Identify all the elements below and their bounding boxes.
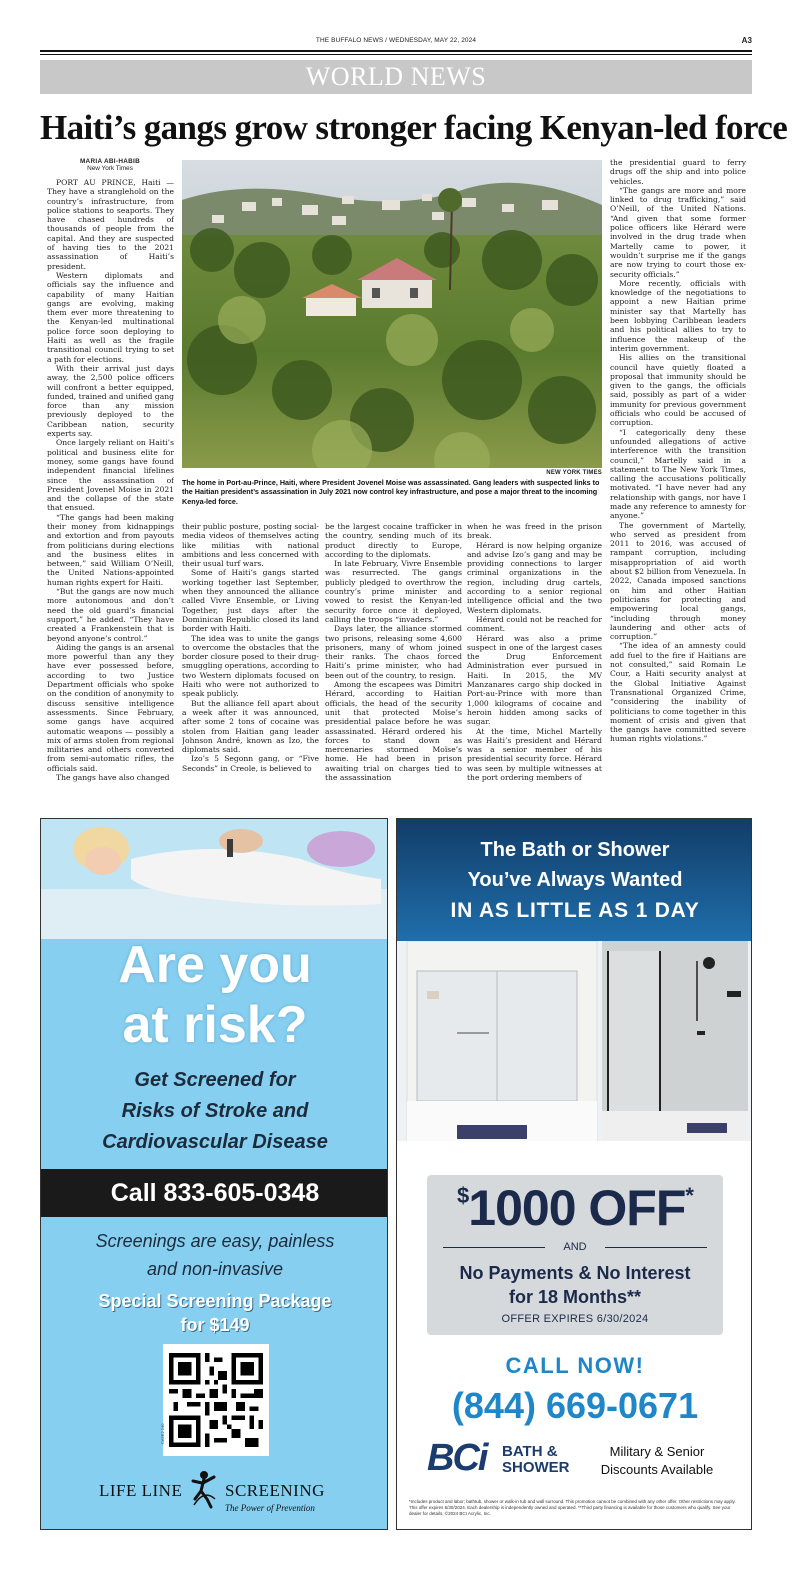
ad-sub-line: Get Screened for (134, 1069, 296, 1091)
logo-text-right: SCREENING (225, 1481, 325, 1500)
paragraph: His allies on the transitional council have quietly floated a proposal that immunity should be given to the gangs, the officials said, possibly as part of a wider immunity for previous government officials who could be accused of corruption. (610, 353, 746, 428)
bci-logo-line: SHOWER (502, 1459, 570, 1476)
paragraph: Hérard was also a prime suspect in one of the largest cases the Drug Enforcement Administration ever pursued in Haiti. In 2015, the MV Manzanares cargo ship docked in Port-au-Prince with more than 1,000 kilograms of cocaine and heroin hidden among sacks of sugar. (467, 633, 602, 727)
headline: Haiti’s gangs grow stronger facing Kenyan-led force (40, 108, 788, 147)
paragraph: Izo’s 5 Segonn gang, or “Five Seconds” in Creole, is believed to (182, 754, 319, 773)
offer-financing-line: No Payments & No Interest (459, 1263, 691, 1283)
offer-dollar-sign: $ (457, 1183, 469, 1208)
ad-sub-line: Risks of Stroke and (121, 1100, 309, 1122)
photo-hillside-image (182, 160, 602, 468)
masthead-rule (40, 50, 752, 52)
fine-print: *Includes product and labor; bathtub, shower or walk-in tub and wall surround. This promotion cannot be combined with any other offer. Other restrictions may apply. This offer expires 6/30/2024. Each dealership is independently owned and operated. **Third party financing is available for those customers who qualify. See your dealer for details. ©2024 BCI Acrylic, Inc. (409, 1499, 736, 1516)
lifeline-logo (41, 1467, 388, 1517)
page-number: A3 (741, 36, 752, 45)
paragraph: Hérard is now helping organize and advise Izo’s gang and may be providing connections to larger criminal organizations in the region, including drug cartels, according to a senior regional intelligence official and the two Western diplomats. (467, 540, 602, 615)
offer-amount-text: 1000 OFF (468, 1180, 686, 1236)
ad-subheadline (41, 1065, 388, 1158)
logo-text-left: LIFE LINE (99, 1481, 183, 1500)
ad-package (41, 1289, 388, 1337)
paragraph: Among the escapees was Dimitri Hérard, according to Haitian officials, the head of the security unit that protected Moïse’s presidential palace before he was assassinated. Hérard ordered his forces to stand down as mercenaries stormed Moïse’s home. He had been in prison awaiting trial on charges tied to the assassination (325, 680, 462, 783)
paragraph: The gangs have also changed (56, 773, 170, 782)
ad-bath-line-1: The Bath or Shower (480, 839, 670, 861)
offer-box (427, 1175, 723, 1335)
paragraph: Once largely reliant on Haiti’s political and business elite for money, some gangs have found independent financial lifelines since the assassination of President Jovenel Moise in 2021 and the collapse of the state that ensued. (47, 438, 174, 513)
paragraph: But the alliance fell apart about a week after it was announced, after some 2 tons of cocaine was stolen from Haitian gang leader Johnson André, known as Izo, the diplomats said. (182, 698, 319, 755)
article-column-2 (182, 522, 319, 810)
bci-logo-line: BATH & (502, 1443, 558, 1460)
military-discount (587, 1443, 727, 1479)
paragraph: In late February, Vivre Ensemble was resurrected. The gangs publicly pledged to overthrow the country’s prime minister and vowed to resist the Kenyan-led security force once it deployed, calling the troops “invaders.” (325, 559, 462, 624)
ad-easy-text (41, 1227, 388, 1283)
offer-financing-line: for 18 Months** (508, 1287, 641, 1307)
ad-package-price: for $149 (180, 1315, 250, 1335)
paragraph: The idea was to unite the gangs to overcome the obstacles that the border closure posed to their drug-smuggling operations, according to two Western diplomats focused on Haiti who were not authorized to speak publicly. (182, 633, 319, 699)
paragraph: “The idea of an amnesty could add fuel to the fire if Haitians are not consulted,” said Romain Le Cour, a Haiti security analyst at the Global Initiative Against Transnational Organized Crime, “considering the inability of politicians to come together in this moment of crisis and given that the gangs have committed severe human rights violations.” (610, 641, 746, 744)
ad-headline-line-1: Are you (118, 936, 312, 994)
masthead-paper-date: THE BUFFALO NEWS / WEDNESDAY, MAY 22, 2024 (315, 37, 477, 44)
military-line: Military & Senior (609, 1444, 705, 1459)
qr-code-id: CA5E2 240 (160, 1423, 165, 1444)
paragraph: Western diplomats and officials say the influence and capability of many Haitian gangs are evolving, making them ever more threatening to the Kenyan-led multinational police force soon deploying to Haiti as well as the fragile transitional council trying to set a path for elections. (47, 270, 174, 364)
qr-code-icon[interactable] (163, 1344, 269, 1456)
paragraph: Days later, the alliance stormed two prisons, releasing some 4,600 prisoners, many of whom joined their ranks. The chaos forced Haiti’s prime minister, who had been out of the country, to resign. (325, 624, 462, 680)
byline (47, 158, 173, 172)
article-column-4 (467, 522, 602, 810)
article-column-5 (610, 158, 746, 810)
article-column-1 (47, 178, 174, 810)
section-banner: WORLD NEWS (40, 60, 752, 94)
ad-bath-phone[interactable]: (844) 669-0671 (451, 1385, 699, 1426)
logo-tagline: The Power of Prevention (225, 1503, 315, 1513)
paragraph: More recently, officials with knowledge of the negotiations to appoint a new Haitian prime minister say that Martelly has been lobbying Caribbean leaders and his political allies to try to influence the makeup of the interim government. (610, 278, 746, 353)
paragraph: With their arrival just days away, the 2,500 police officers will confront a better equipped, funded, trained and unified gang force than any mission previously deployed to the Caribbean nation, security experts say. (47, 363, 174, 439)
ad-bath-header (397, 819, 752, 941)
article-column-3 (325, 522, 462, 810)
masthead-rule-thin (40, 54, 752, 55)
paragraph: be the largest cocaine trafficker in the country, sending much of its product directly to Europe, according to the diplomats. (325, 522, 462, 559)
ad-easy-line: and non-invasive (146, 1259, 284, 1279)
ad-bci-bath-shower[interactable] (396, 818, 752, 1530)
military-line: Discounts Available (600, 1462, 714, 1477)
running-figure-icon (189, 1469, 219, 1509)
ad-sub-line: Cardiovascular Disease (102, 1131, 328, 1153)
offer-asterisk: * (685, 1183, 693, 1208)
paragraph: their public posture, posting social-media videos of themselves acting like militias with national ambitions and less concerned with their usual turf wars. (182, 522, 319, 569)
byline-author: MARIA ABI-HABIB (79, 158, 141, 165)
paragraph: the presidential guard to ferry drugs off the ship and into police vehicles. (610, 158, 746, 186)
ad-lifeline-screening[interactable] (40, 818, 388, 1530)
bci-logo-text (502, 1444, 570, 1476)
ad-package-line: Special Screening Package (98, 1291, 332, 1311)
byline-outlet: New York Times (87, 165, 133, 172)
ad-shower-images (397, 941, 752, 1141)
bci-logo-mark: BCi (427, 1437, 487, 1479)
paragraph: “I categorically deny these unfounded allegations of active interference with the transition council,” Martelly said in a statement to The New York Times, calling the accusations politically motivated. “I have never had any relationship with gangs, nor have I made any reference to amnesty for anyone.” (610, 427, 746, 521)
masthead (40, 36, 752, 50)
ad-bath-line-3: IN AS LITTLE AS 1 DAY (450, 899, 700, 922)
photo-credit: NEW YORK TIMES (546, 470, 602, 476)
paragraph: “But the gangs are now much more autonomous and don’t need the old guard’s financial support,” he added. “They have created a Frankenstein that is beyond anyone’s control.” (47, 587, 174, 643)
offer-expires: OFFER EXPIRES 6/30/2024 (501, 1313, 649, 1325)
paragraph: At the time, Michel Martelly was Haiti’s president and Hérard was a senior member of his presidential security force. Hérard was seen by multiple witnesses at the port ordering members of (467, 726, 602, 783)
bci-logo (427, 1437, 577, 1483)
offer-amount (427, 1179, 723, 1237)
offer-and: AND (545, 1239, 605, 1255)
paragraph: PORT AU PRINCE, Haiti — They have a stranglehold on the country’s infrastructure, from police stations to seaports. They have chased hundreds of thousands of people from the capital. And they are suspected of having ties to the 2021 assassination of Haiti’s president. (47, 178, 174, 271)
paragraph: “The gangs had been making their money from kidnappings and extortion and from payouts from politicians during elections and the business elites in between,” said William O’Neill, the United Nations-appointed human rights expert for Haiti. (47, 512, 174, 587)
paragraph: when he was freed in the prison break. (467, 522, 602, 541)
paragraph: Some of Haiti’s gangs started working together last September, when they announced the alliance called Vivre Ensemble, or Living Together, just days after the Dominican Republic closed its land border with Haiti. (182, 568, 319, 634)
ad-call-bar[interactable]: Call 833-605-0348 (41, 1169, 388, 1217)
paragraph: Hérard could not be reached for comment. (467, 614, 602, 634)
ad-hero-image (41, 819, 388, 939)
article-photo (182, 160, 602, 468)
ad-headline-line-2: at risk? (122, 996, 308, 1054)
ad-easy-line: Screenings are easy, painless (95, 1231, 335, 1251)
photo-caption: The home in Port-au-Prince, Haiti, where President Jovenel Moise was assassinated. Gang leaders with suspected links to the Haitian president’s assassination in July 2021 now control key infrastructure, and pose a major threat to the incoming Kenya-led force. (182, 478, 600, 506)
offer-financing (427, 1261, 723, 1309)
ad-bath-line-2: You’ve Always Wanted (467, 869, 683, 891)
paragraph: The government of Martelly, who served as president from 2011 to 2016, was accused of rampant corruption, including misappropriation of aid worth about $2 billion from Venezuela. In 2022, Canada imposed sanctions on him and other Haitian politicians for protecting and empowering local gangs, “including through money laundering and other acts of corruption.” (610, 520, 746, 642)
call-now-label: CALL NOW! (505, 1353, 645, 1378)
paragraph: Aiding the gangs is an arsenal more powerful than any they have ever possessed before, according to two Justice Department officials who spoke on the condition of anonymity to discuss sensitive intelligence assessments. Since February, some gangs have acquired automatic weapons — possibly a mix of arms stolen from regional militaries and others converted from semi-automatic rifles, the officials said. (47, 642, 174, 773)
paragraph: “The gangs are more and more linked to drug trafficking,” said O’Neill, of the United Nations. “And given that some former police officers like Hérard were involved in the drug trade when Martelly came to power, it wouldn’t surprise me if the gangs are now trying to court those ex-security officials.” (610, 185, 746, 279)
